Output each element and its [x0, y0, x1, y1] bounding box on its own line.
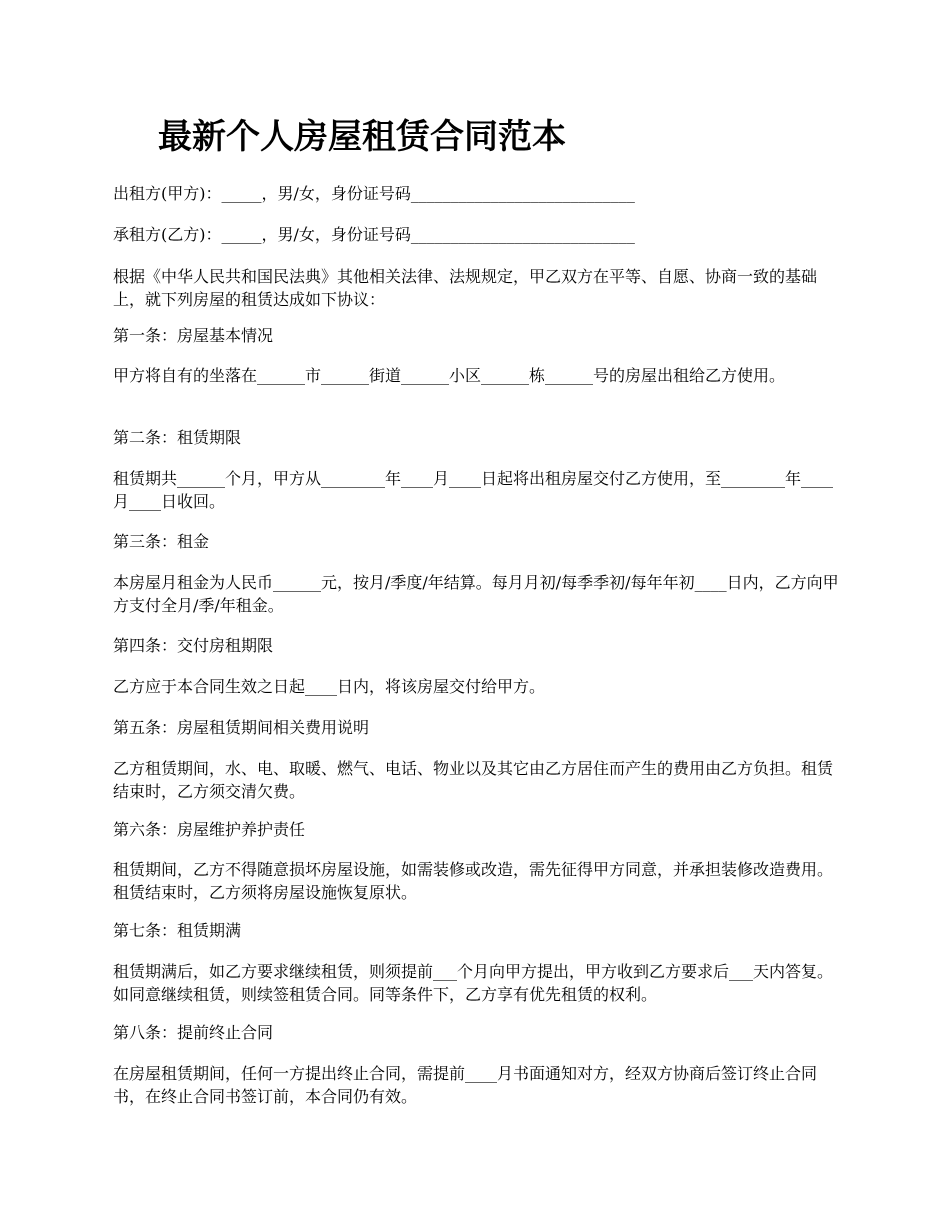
article-2-body: 租赁期共______个月，甲方从________年____月____日起将出租房屋交付乙方使用，至________年____月____日收回。: [113, 469, 834, 511]
lessor-line: 出租方(甲方)：_____，男/女，身份证号码____________________________: [113, 184, 635, 203]
article-3-body: 本房屋月租金为人民币______元，按月/季度/年结算。每月月初/每季季初/每年年初____日内，乙方向甲方支付全月/季/年租金。: [113, 573, 839, 615]
article-5-body: 乙方租赁期间，水、电、取暖、燃气、电话、物业以及其它由乙方居住而产生的费用由乙方负担。租赁结束时，乙方须交清欠费。: [113, 759, 834, 801]
document-title: 最新个人房屋租赁合同范本: [158, 117, 566, 157]
article-8-body: 在房屋租赁期间，任何一方提出终止合同，需提前____月书面通知对方，经双方协商后签订终止合同书，在终止合同书签订前，本合同仍有效。: [113, 1064, 818, 1106]
article-4-heading: 第四条：交付房租期限: [113, 636, 274, 655]
article-3-heading: 第三条：租金: [113, 532, 210, 551]
article-1-body: 甲方将自有的坐落在______市______街道______小区______栋______号的房屋出租给乙方使用。: [113, 366, 786, 385]
article-7-heading: 第七条：租赁期满: [113, 921, 242, 940]
article-4-body: 乙方应于本合同生效之日起____日内，将该房屋交付给甲方。: [113, 677, 546, 696]
article-2-heading: 第二条：租赁期限: [113, 428, 242, 447]
article-6-heading: 第六条：房屋维护养护责任: [113, 820, 306, 839]
article-8-heading: 第八条：提前终止合同: [113, 1023, 274, 1042]
article-6-body: 租赁期间，乙方不得随意损坏房屋设施，如需装修或改造，需先征得甲方同意，并承担装修改造费用。租赁结束时，乙方须将房屋设施恢复原状。: [113, 860, 834, 902]
article-7-body: 租赁期满后，如乙方要求继续租赁，则须提前___个月向甲方提出，甲方收到乙方要求后___天内答复。如同意继续租赁，则续签租赁合同。同等条件下，乙方享有优先租赁的权利。: [113, 962, 834, 1004]
article-5-heading: 第五条：房屋租赁期间相关费用说明: [113, 718, 370, 737]
lessee-line: 承租方(乙方)：_____，男/女，身份证号码____________________________: [113, 225, 635, 244]
preamble-paragraph: 根据《中华人民共和国民法典》其他相关法律、法规规定，甲乙双方在平等、自愿、协商一致的基础上，就下列房屋的租赁达成如下协议：: [113, 267, 818, 309]
article-1-heading: 第一条：房屋基本情况: [113, 326, 274, 345]
